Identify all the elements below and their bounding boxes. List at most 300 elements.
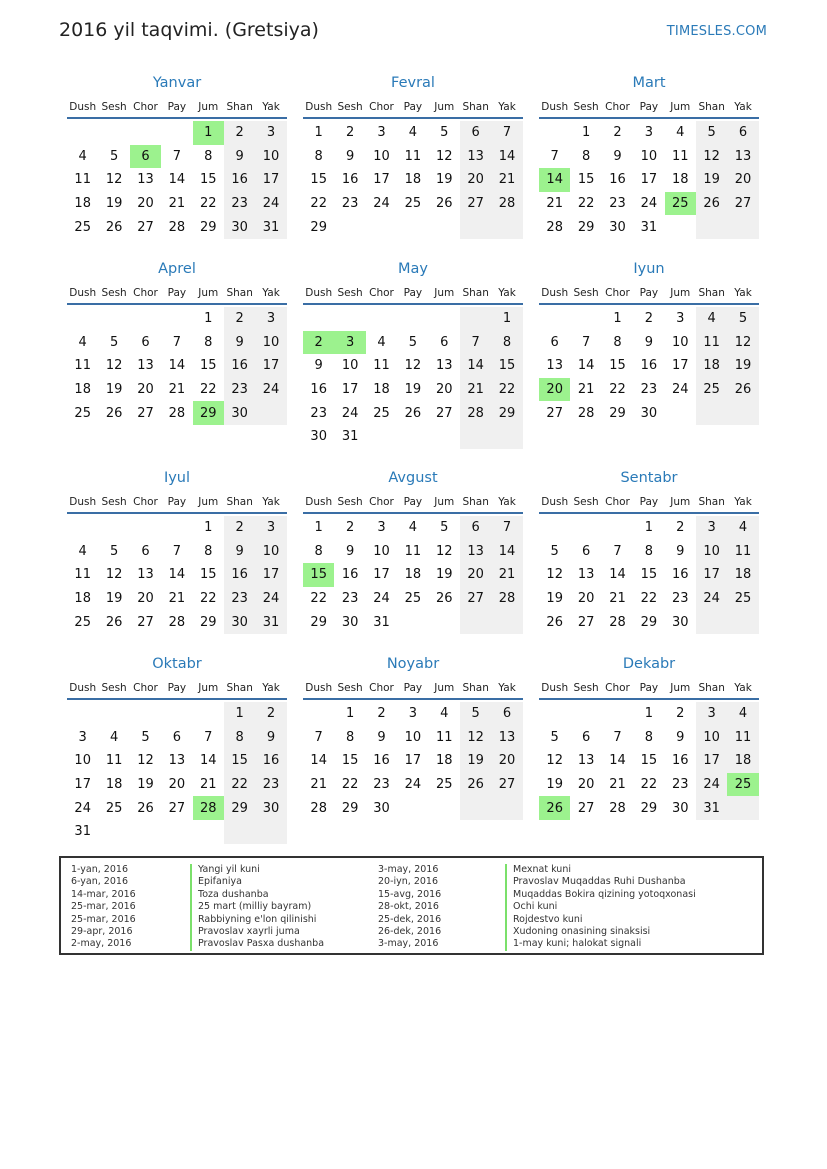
day-grid <box>303 516 523 634</box>
month-title: Fevral <box>391 75 435 91</box>
legend-date: 25-mar, 2016 <box>71 913 136 925</box>
day-cell: 22 <box>491 378 522 402</box>
day-cell: 8 <box>314 148 323 164</box>
day-cell: 1 <box>314 125 323 141</box>
weekday-label: Jum <box>670 496 691 508</box>
day-cell: 27 <box>577 614 595 630</box>
day-cell: 27 <box>460 587 491 611</box>
day-cell: 18 <box>404 172 422 188</box>
holiday-day-cell: 6 <box>130 145 161 169</box>
day-cell: 4 <box>78 543 87 559</box>
day-cell: 7 <box>491 516 522 540</box>
day-cell: 21 <box>491 563 522 587</box>
legend-holiday-name: Pravoslav Pasxa dushanba <box>190 938 324 950</box>
day-cell: 6 <box>581 543 591 559</box>
day-cell: 14 <box>168 567 186 583</box>
day-cell: 27 <box>137 219 154 235</box>
day-cell: 18 <box>671 172 689 188</box>
day-cell: 19 <box>105 196 123 212</box>
day-cell: 9 <box>345 148 355 164</box>
legend-date: 28-okt, 2016 <box>378 901 439 913</box>
day-cell: 24 <box>255 192 286 216</box>
day-cell: 2 <box>345 125 355 141</box>
day-cell: 29 <box>577 219 595 235</box>
weekday-label: Dush <box>69 682 97 694</box>
day-cell: 27 <box>727 192 758 216</box>
legend-date: 25-mar, 2016 <box>71 901 136 913</box>
day-grid <box>303 307 523 449</box>
weekday-header <box>67 678 287 700</box>
day-cell: 2 <box>676 520 685 536</box>
weekday-label: Sesh <box>337 682 363 694</box>
day-cell: 26 <box>137 800 154 816</box>
month-title: Aprel <box>158 261 196 277</box>
weekday-header <box>67 97 287 119</box>
legend-holiday-name: Rojdestvo kuni <box>505 914 696 926</box>
day-cell: 2 <box>676 706 685 722</box>
empty-cell <box>727 796 758 820</box>
day-cell: 28 <box>546 219 563 235</box>
empty-cell <box>67 307 98 331</box>
day-cell: 16 <box>341 172 359 188</box>
day-grid <box>303 121 523 239</box>
weekday-header <box>303 492 523 514</box>
empty-cell <box>491 215 522 239</box>
weekday-label: Chor <box>605 496 630 508</box>
day-cell: 3 <box>696 702 727 726</box>
day-cell: 9 <box>676 729 685 745</box>
empty-cell <box>665 401 696 425</box>
day-cell: 14 <box>460 354 491 378</box>
day-cell: 11 <box>671 148 689 164</box>
day-cell: 30 <box>341 614 359 630</box>
day-cell: 14 <box>577 358 595 374</box>
weekday-label: Chor <box>369 682 394 694</box>
empty-cell <box>727 215 758 239</box>
weekday-label: Pay <box>403 101 423 113</box>
day-cell: 4 <box>727 702 758 726</box>
day-cell: 12 <box>105 567 123 583</box>
day-cell: 30 <box>224 401 255 425</box>
day-cell: 3 <box>377 125 386 141</box>
empty-cell <box>98 307 129 331</box>
legend-names-left <box>190 864 324 951</box>
weekday-label: Shan <box>462 101 489 113</box>
day-grid <box>539 702 759 820</box>
weekday-label: Jum <box>434 287 455 299</box>
day-cell: 21 <box>491 168 522 192</box>
empty-cell <box>98 702 129 726</box>
month-title: Mart <box>632 75 666 91</box>
day-cell: 8 <box>204 334 213 350</box>
day-cell: 23 <box>609 196 626 212</box>
day-cell: 19 <box>435 172 453 188</box>
weekday-label: Jum <box>670 287 691 299</box>
day-cell: 26 <box>105 614 123 630</box>
empty-cell <box>98 820 129 844</box>
empty-cell <box>303 702 334 726</box>
weekday-label: Sesh <box>573 101 599 113</box>
empty-cell <box>491 425 522 449</box>
day-cell: 31 <box>255 215 286 239</box>
day-cell: 9 <box>644 334 653 350</box>
weekday-label: Dush <box>305 682 333 694</box>
day-cell: 30 <box>609 219 626 235</box>
legend-holiday-name: 1-may kuni; halokat signali <box>505 938 696 950</box>
empty-cell <box>429 307 460 331</box>
holiday-day-cell: 26 <box>539 796 570 820</box>
day-cell: 11 <box>435 729 453 745</box>
holiday-day-cell: 2 <box>303 331 334 355</box>
day-cell: 11 <box>727 726 758 750</box>
weekday-header <box>303 283 523 305</box>
day-cell: 26 <box>435 591 453 607</box>
weekday-label: Pay <box>403 496 423 508</box>
day-cell: 8 <box>224 726 255 750</box>
day-cell: 18 <box>74 196 91 212</box>
empty-cell <box>397 307 428 331</box>
day-cell: 20 <box>435 382 453 398</box>
day-cell: 22 <box>310 591 327 607</box>
weekday-header <box>539 492 759 514</box>
day-cell: 5 <box>460 702 491 726</box>
weekday-label: Pay <box>167 496 187 508</box>
day-cell: 22 <box>310 196 327 212</box>
day-cell: 1 <box>204 520 213 536</box>
brand-link[interactable]: TIMESLES.COM <box>666 24 767 39</box>
day-cell: 22 <box>199 382 217 398</box>
day-cell: 10 <box>74 753 91 769</box>
legend-date: 20-iyn, 2016 <box>378 876 439 888</box>
day-cell: 14 <box>168 172 186 188</box>
weekday-label: Pay <box>167 101 187 113</box>
day-cell: 5 <box>109 543 119 559</box>
day-cell: 12 <box>727 331 758 355</box>
day-cell: 6 <box>550 334 559 350</box>
day-cell: 29 <box>341 800 359 816</box>
day-cell: 26 <box>546 614 563 630</box>
empty-cell <box>570 516 601 540</box>
empty-cell <box>193 702 224 726</box>
day-cell: 19 <box>435 567 453 583</box>
weekday-label: Chor <box>605 287 630 299</box>
day-cell: 20 <box>137 196 154 212</box>
day-cell: 13 <box>460 540 491 564</box>
month-title: Noyabr <box>386 656 440 672</box>
day-cell: 24 <box>373 196 390 212</box>
weekday-header <box>303 97 523 119</box>
weekday-label: Pay <box>403 287 423 299</box>
day-cell: 1 <box>345 706 355 722</box>
legend-date: 3-may, 2016 <box>378 864 439 875</box>
day-cell: 29 <box>491 401 522 425</box>
day-cell: 30 <box>224 610 255 634</box>
weekday-label: Sesh <box>101 287 127 299</box>
day-cell: 8 <box>644 543 653 559</box>
weekday-label: Yak <box>734 101 752 113</box>
legend-date: 15-avg, 2016 <box>378 888 442 900</box>
weekday-label: Sesh <box>573 682 599 694</box>
day-cell: 10 <box>671 334 689 350</box>
day-cell: 13 <box>137 358 154 374</box>
day-cell: 31 <box>74 824 91 840</box>
day-cell: 26 <box>460 773 491 797</box>
weekday-label: Dush <box>541 496 569 508</box>
weekday-label: Pay <box>639 682 659 694</box>
day-cell: 7 <box>460 331 491 355</box>
day-cell: 17 <box>373 172 390 188</box>
empty-cell <box>334 307 365 331</box>
day-cell: 27 <box>546 405 563 421</box>
day-cell: 17 <box>255 354 286 378</box>
day-cell: 13 <box>168 753 186 769</box>
day-cell: 20 <box>727 168 758 192</box>
empty-cell <box>130 307 161 331</box>
day-cell: 10 <box>404 729 422 745</box>
empty-cell <box>98 121 129 145</box>
day-cell: 6 <box>141 543 150 559</box>
day-cell: 19 <box>546 777 563 793</box>
day-cell: 11 <box>105 753 123 769</box>
legend-holiday-name: Pravoslav xayrli juma <box>190 926 324 938</box>
day-cell: 19 <box>105 591 123 607</box>
day-cell: 24 <box>255 587 286 611</box>
day-cell: 30 <box>373 800 390 816</box>
weekday-label: Shan <box>462 287 489 299</box>
day-cell: 23 <box>341 591 359 607</box>
day-cell: 16 <box>224 563 255 587</box>
day-cell: 9 <box>255 726 286 750</box>
holiday-day-cell: 25 <box>665 192 696 216</box>
day-cell: 31 <box>696 796 727 820</box>
day-cell: 2 <box>377 706 386 722</box>
day-cell: 19 <box>546 591 563 607</box>
weekday-label: Dush <box>541 101 569 113</box>
day-cell: 21 <box>577 382 595 398</box>
day-cell: 24 <box>373 591 390 607</box>
day-cell: 1 <box>644 706 653 722</box>
day-cell: 15 <box>491 354 522 378</box>
day-cell: 6 <box>460 516 491 540</box>
weekday-label: Sesh <box>337 287 363 299</box>
day-cell: 17 <box>640 172 658 188</box>
empty-cell <box>727 610 758 634</box>
day-cell: 15 <box>199 567 217 583</box>
day-cell: 16 <box>224 168 255 192</box>
legend-holiday-name: Xudoning onasining sinaksisi <box>505 926 696 938</box>
day-cell: 28 <box>609 614 626 630</box>
day-cell: 2 <box>345 520 355 536</box>
weekday-label: Yak <box>498 101 516 113</box>
weekday-label: Jum <box>434 101 455 113</box>
day-cell: 25 <box>74 614 91 630</box>
day-cell: 19 <box>105 382 123 398</box>
month-title: Dekabr <box>622 656 676 672</box>
day-cell: 8 <box>204 148 213 164</box>
day-cell: 3 <box>377 520 386 536</box>
day-cell: 15 <box>341 753 359 769</box>
day-cell: 24 <box>671 382 689 398</box>
empty-cell <box>255 820 286 844</box>
empty-cell <box>130 121 161 145</box>
legend-date: 14-mar, 2016 <box>71 888 136 900</box>
day-cell: 25 <box>404 196 422 212</box>
weekday-label: Dush <box>541 287 569 299</box>
weekday-label: Yak <box>262 101 280 113</box>
day-cell: 13 <box>546 358 563 374</box>
day-cell: 27 <box>435 405 453 421</box>
empty-cell <box>366 425 397 449</box>
weekday-label: Shan <box>462 682 489 694</box>
day-cell: 29 <box>199 614 217 630</box>
day-cell: 22 <box>640 777 658 793</box>
day-cell: 1 <box>581 125 591 141</box>
day-cell: 18 <box>373 382 390 398</box>
day-cell: 3 <box>255 307 286 331</box>
day-cell: 22 <box>640 591 658 607</box>
day-cell: 15 <box>224 749 255 773</box>
holiday-day-cell: 3 <box>334 331 365 355</box>
day-cell: 1 <box>314 520 323 536</box>
day-cell: 5 <box>550 543 559 559</box>
weekday-label: Sesh <box>573 287 599 299</box>
weekday-label: Dush <box>305 101 333 113</box>
day-cell: 12 <box>435 543 453 559</box>
day-cell: 24 <box>341 405 359 421</box>
day-cell: 8 <box>491 331 522 355</box>
weekday-label: Dush <box>305 496 333 508</box>
day-cell: 25 <box>105 800 123 816</box>
day-cell: 28 <box>168 219 186 235</box>
legend-date: 2-may, 2016 <box>71 938 132 950</box>
day-cell: 17 <box>696 563 727 587</box>
day-cell: 4 <box>696 307 727 331</box>
weekday-label: Shan <box>698 496 725 508</box>
weekday-label: Yak <box>498 682 516 694</box>
day-cell: 15 <box>310 172 327 188</box>
weekday-label: Pay <box>639 287 659 299</box>
weekday-label: Jum <box>198 101 219 113</box>
weekday-label: Yak <box>498 496 516 508</box>
empty-cell <box>67 702 98 726</box>
weekday-label: Dush <box>69 287 97 299</box>
weekday-label: Shan <box>462 496 489 508</box>
empty-cell <box>696 610 727 634</box>
day-cell: 7 <box>172 334 181 350</box>
day-cell: 12 <box>435 148 453 164</box>
weekday-label: Shan <box>698 682 725 694</box>
day-cell: 18 <box>727 749 758 773</box>
day-cell: 17 <box>255 168 286 192</box>
day-cell: 23 <box>373 777 390 793</box>
empty-cell <box>696 401 727 425</box>
day-cell: 10 <box>255 540 286 564</box>
empty-cell <box>429 425 460 449</box>
empty-cell <box>539 702 570 726</box>
day-cell: 25 <box>373 405 390 421</box>
day-cell: 20 <box>460 168 491 192</box>
day-cell: 20 <box>168 777 186 793</box>
day-cell: 25 <box>435 777 453 793</box>
weekday-label: Shan <box>226 287 253 299</box>
empty-cell <box>602 516 633 540</box>
day-grid <box>539 121 759 239</box>
day-cell: 27 <box>168 800 186 816</box>
day-cell: 23 <box>341 196 359 212</box>
empty-cell <box>224 820 255 844</box>
empty-cell <box>570 307 601 331</box>
day-cell: 30 <box>671 614 689 630</box>
day-cell: 21 <box>460 378 491 402</box>
day-cell: 27 <box>137 405 154 421</box>
empty-cell <box>161 702 192 726</box>
holiday-day-cell: 1 <box>193 121 224 145</box>
weekday-header <box>539 678 759 700</box>
legend-dates-left <box>71 864 136 951</box>
day-cell: 9 <box>676 543 685 559</box>
day-cell: 4 <box>408 125 417 141</box>
day-grid <box>67 516 287 634</box>
weekday-label: Shan <box>226 496 253 508</box>
empty-cell <box>460 425 491 449</box>
day-cell: 25 <box>696 378 727 402</box>
day-cell: 22 <box>609 382 626 398</box>
day-cell: 5 <box>109 148 119 164</box>
empty-cell <box>727 401 758 425</box>
day-cell: 5 <box>727 307 758 331</box>
month-title: Oktabr <box>152 656 202 672</box>
day-cell: 18 <box>727 563 758 587</box>
day-cell: 23 <box>224 587 255 611</box>
month-fevral <box>303 73 523 239</box>
day-cell: 12 <box>546 567 563 583</box>
day-cell: 11 <box>74 358 91 374</box>
day-cell: 3 <box>255 121 286 145</box>
weekday-label: Jum <box>434 496 455 508</box>
day-cell: 27 <box>577 800 595 816</box>
day-cell: 6 <box>491 702 522 726</box>
day-cell: 18 <box>435 753 453 769</box>
day-cell: 21 <box>168 382 186 398</box>
day-cell: 13 <box>577 753 595 769</box>
weekday-label: Sesh <box>573 496 599 508</box>
day-cell: 21 <box>168 591 186 607</box>
empty-cell <box>67 121 98 145</box>
weekday-label: Sesh <box>101 682 127 694</box>
holiday-day-cell: 28 <box>193 796 224 820</box>
day-cell: 6 <box>141 334 150 350</box>
day-cell: 13 <box>491 726 522 750</box>
day-cell: 5 <box>440 520 449 536</box>
day-cell: 11 <box>373 358 390 374</box>
day-cell: 31 <box>341 429 359 445</box>
day-cell: 14 <box>168 358 186 374</box>
day-cell: 2 <box>255 702 286 726</box>
weekday-label: Chor <box>133 496 158 508</box>
day-cell: 8 <box>581 148 591 164</box>
legend-holiday-name: 25 mart (milliy bayram) <box>190 901 324 913</box>
month-title: Iyul <box>163 470 191 486</box>
day-cell: 28 <box>310 800 327 816</box>
month-title: Sentabr <box>620 470 678 486</box>
day-cell: 10 <box>341 358 359 374</box>
legend-date: 3-may, 2016 <box>378 938 439 950</box>
day-cell: 12 <box>696 145 727 169</box>
empty-cell <box>570 702 601 726</box>
day-cell: 26 <box>727 378 758 402</box>
day-cell: 29 <box>199 219 217 235</box>
day-cell: 28 <box>168 614 186 630</box>
